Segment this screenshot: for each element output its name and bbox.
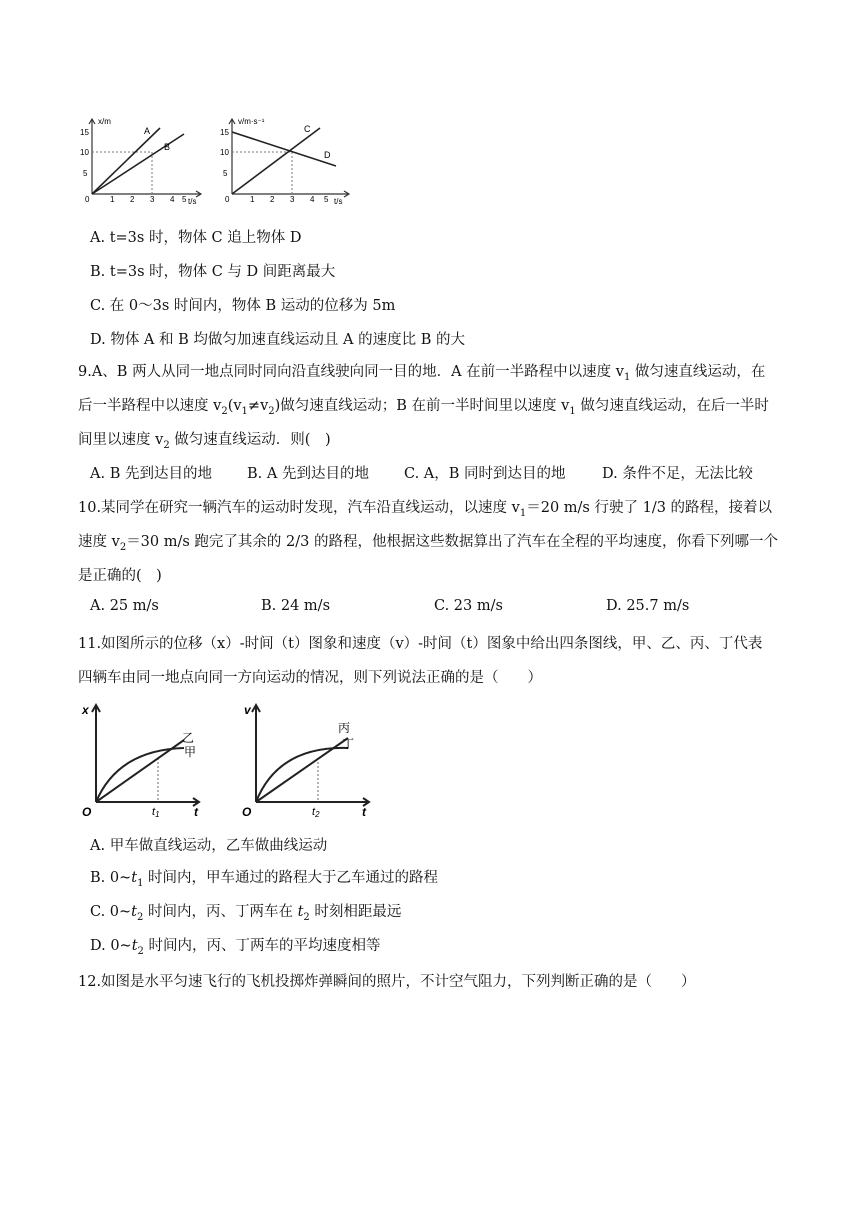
x-axis-label: t/s <box>334 197 343 206</box>
y-tick: 15 <box>80 128 89 137</box>
x-tick: 2 <box>270 195 275 204</box>
q8-graph-left <box>78 114 208 206</box>
x-tick: 3 <box>290 195 295 204</box>
q11-text-line1: 11.如图所示的位移（x）-时间（t）图象和速度（v）-时间（t）图象中给出四条图线，甲、乙、丙、丁代表 <box>78 636 763 652</box>
curve-ding <box>256 748 348 802</box>
q10-option-c: C. 23 m/s <box>434 598 503 614</box>
y-tick: 10 <box>80 148 89 157</box>
q10-option-b: B. 24 m/s <box>261 598 331 614</box>
origin: 0 <box>85 195 90 204</box>
line-b <box>92 134 184 194</box>
label-c: C <box>304 124 311 134</box>
q11-option-c: C. $0\sim t_2$ 时间内，丙、丁两车在 $t_2$ 时刻相距最远 <box>90 904 402 923</box>
q9-option-b: B. A 先到达目的地 <box>247 466 369 482</box>
line-c <box>232 128 320 194</box>
label-a: A <box>144 126 151 136</box>
origin: O <box>82 805 92 818</box>
x-tick: 1 <box>250 195 255 204</box>
q11-option-a: A. 甲车做直线运动，乙车做曲线运动 <box>90 838 328 854</box>
x-axis-label: t <box>362 805 366 818</box>
q9-text-line3: 间里以速度 $v_2$ 做匀速直线运动．则( ) <box>78 432 331 451</box>
q8-graph-right <box>220 114 355 206</box>
q9-option-a: A. B 先到达目的地 <box>90 466 212 482</box>
x-tick: 1 <box>110 195 115 204</box>
q10-text-line2: 速度 $v_2=30$ m/s 跑完了其余的 2/3 的路程，他根据这些数据算出了汽车在全程的平均速度，你看下列哪一个 <box>78 534 778 553</box>
q9-text-line2: 后一半路程中以速度 $v_2(v_1\ne v_2)$做匀速直线运动；B 在前一半时间里以速度 $v_1$ 做匀速直线运动，在后一半时 <box>78 398 769 417</box>
y-axis-label: x/m <box>98 117 111 126</box>
x-axis-label: t/s <box>188 197 197 206</box>
line-a <box>92 128 160 194</box>
t1-tick: t1 <box>152 806 160 818</box>
q11-graph-xt <box>78 700 203 818</box>
q9-text-line1: 9.A、B 两人从同一地点同时同向沿直线驶向同一目的地．A 在前一半路程中以速度 $v_1$ 做匀速直线运动，在 <box>78 364 766 383</box>
q9-option-c: C. A，B 同时到达目的地 <box>404 466 566 482</box>
x-tick: 2 <box>130 195 135 204</box>
y-axis-label: x <box>82 703 89 717</box>
label-jia: 甲 <box>184 745 197 759</box>
q11-option-d: D. $0\sim t_2$ 时间内，丙、丁两车的平均速度相等 <box>90 938 381 957</box>
q11-option-b: B. $0\sim t_1$ 时间内，甲车通过的路程大于乙车通过的路程 <box>90 870 439 889</box>
y-tick: 5 <box>83 169 88 178</box>
q8-option-b: B. t=3s 时，物体 C 与 D 间距离最大 <box>90 264 336 280</box>
x-tick: 4 <box>310 195 315 204</box>
y-tick: 5 <box>223 169 228 178</box>
y-axis-label: v/m·s⁻¹ <box>238 117 265 126</box>
x-axis-label: t <box>194 805 198 818</box>
x-tick: 5 <box>182 195 187 204</box>
q10-text-line3: 是正确的( ) <box>78 568 162 584</box>
q10-option-a: A. 25 m/s <box>90 598 159 614</box>
x-tick: 4 <box>170 195 175 204</box>
q11-text-line2: 四辆车由同一地点向同一方向运动的情况，则下列说法正确的是（ ） <box>78 670 542 686</box>
q10-text-line1: 10.某同学在研究一辆汽车的运动时发现，汽车沿直线运动，以速度 $v_1=20$ m/s 行驶了 1/3 的路程，接着以 <box>78 500 773 519</box>
x-tick: 5 <box>324 195 329 204</box>
q11-graph-vt <box>238 700 373 818</box>
q8-option-d: D. 物体 A 和 B 均做匀加速直线运动且 A 的速度比 B 的大 <box>90 332 465 348</box>
y-axis-label: v <box>244 703 251 717</box>
q8-option-a: A. t=3s 时，物体 C 追上物体 D <box>90 230 302 246</box>
line-d <box>232 132 336 166</box>
q12-text-line1: 12.如图是水平匀速飞行的飞机投掷炸弹瞬间的照片，不计空气阻力，下列判断正确的是（ ） <box>78 974 696 990</box>
label-yi: 乙 <box>182 731 195 745</box>
label-ding: 丁 <box>342 737 355 751</box>
t2-tick: t2 <box>312 806 320 818</box>
q9-option-d: D. 条件不足，无法比较 <box>602 466 753 482</box>
label-b: B <box>164 142 171 152</box>
y-tick: 15 <box>220 128 229 137</box>
q8-option-c: C. 在 0～3s 时间内，物体 B 运动的位移为 5m <box>90 298 396 314</box>
origin: O <box>242 805 252 818</box>
q10-option-d: D. 25.7 m/s <box>606 598 690 614</box>
label-bing: 丙 <box>338 721 351 735</box>
y-tick: 10 <box>220 148 229 157</box>
label-d: D <box>324 150 331 160</box>
x-tick: 3 <box>150 195 155 204</box>
origin: 0 <box>225 195 230 204</box>
